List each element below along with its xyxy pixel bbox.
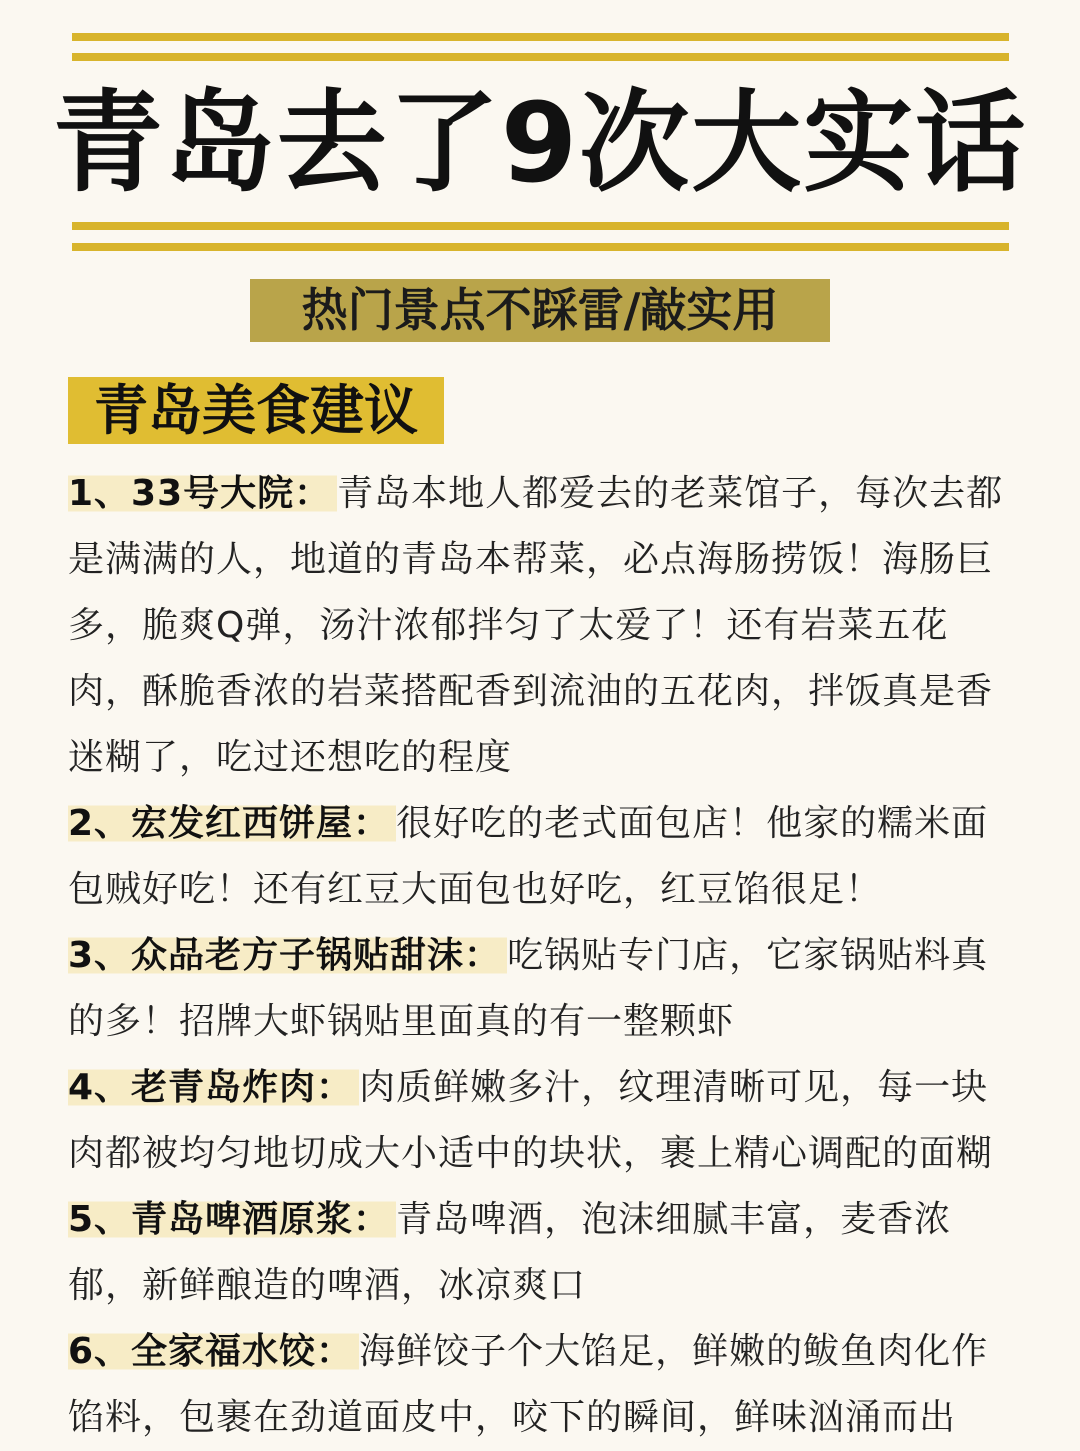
item-label: 3、众品老方子锅贴甜沫： <box>68 935 507 976</box>
bottom-rule-2 <box>72 243 1009 251</box>
page-title: 青岛去了9次大实话 <box>52 79 1028 207</box>
top-rule-2 <box>72 53 1009 61</box>
item-text: 青岛啤酒，泡沫细腻丰富，麦香浓郁，新鲜酿造的啤酒，冰凉爽口 <box>68 1199 952 1306</box>
subtitle-banner: 热门景点不踩雷/敲实用 <box>250 279 830 342</box>
list-item <box>68 791 1012 923</box>
item-label: 2、宏发红西饼屋： <box>68 803 396 844</box>
list-item <box>68 1055 1012 1187</box>
list-item <box>68 461 1012 791</box>
item-text: 肉质鲜嫩多汁，纹理清晰可见，每一块肉都被均匀地切成大小适中的块状，裹上精心调配的面糊 <box>68 1067 994 1174</box>
food-list <box>68 461 1012 1451</box>
list-item <box>68 923 1012 1055</box>
item-label: 6、全家福水饺： <box>68 1331 359 1372</box>
top-rule-1 <box>72 33 1009 41</box>
item-text: 海鲜饺子个大馅足，鲜嫩的鲅鱼肉化作馅料，包裹在劲道面皮中，咬下的瞬间，鲜味汹涌而出 <box>68 1331 989 1438</box>
item-text: 吃锅贴专门店，它家锅贴料真的多！招牌大虾锅贴里面真的有一整颗虾 <box>68 935 989 1042</box>
item-text: 很好吃的老式面包店！他家的糯米面包贼好吃！还有红豆大面包也好吃，红豆馅很足！ <box>68 803 989 910</box>
section-heading: 青岛美食建议 <box>68 377 444 444</box>
list-item <box>68 1319 1012 1451</box>
list-item <box>68 1187 1012 1319</box>
item-label: 4、老青岛炸肉： <box>68 1067 359 1108</box>
item-label: 5、青岛啤酒原浆： <box>68 1199 396 1240</box>
item-label: 1、33号大院： <box>68 473 337 514</box>
bottom-rule-1 <box>72 222 1009 230</box>
item-text: 青岛本地人都爱去的老菜馆子，每次去都是满满的人，地道的青岛本帮菜，必点海肠捞饭！海肠巨多，脆爽Q弹，汤汁浓郁拌匀了太爱了！还有岩菜五花肉，酥脆香浓的岩菜搭配香到流油的五花肉，拌饭真是香迷糊了，吃过还想吃的程度 <box>68 473 1004 778</box>
